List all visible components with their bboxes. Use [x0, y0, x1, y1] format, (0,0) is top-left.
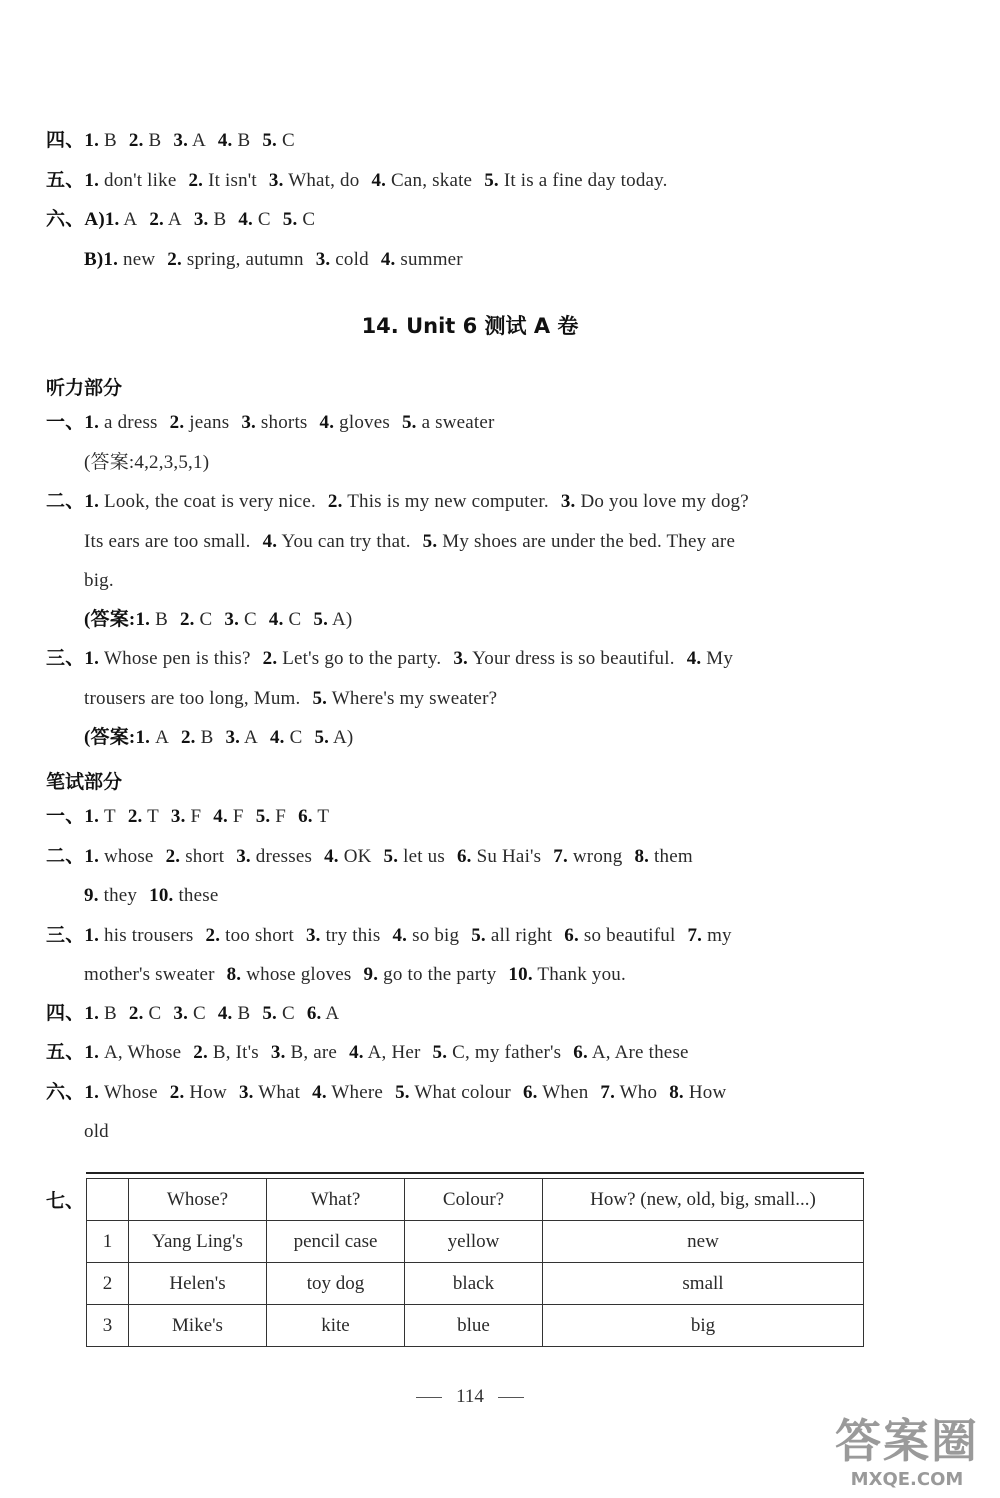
- item-number: 1.: [84, 925, 100, 946]
- item-number: 6.: [456, 846, 472, 867]
- item-number: 2.: [128, 1003, 144, 1024]
- answer-value: jeans: [189, 412, 230, 433]
- answer-value: It isn't: [208, 170, 257, 191]
- item-number: 1.: [84, 412, 100, 433]
- item-number: 1.: [103, 249, 119, 270]
- answer-line: [84, 687, 497, 711]
- answer-value: go to the party: [383, 964, 497, 985]
- page-number: 114: [456, 1386, 484, 1407]
- answer-table: [86, 1178, 864, 1347]
- item-number: 3.: [193, 209, 209, 230]
- answer-value: B: [155, 609, 168, 630]
- answer-value: Where: [331, 1082, 384, 1103]
- table-cell: 3: [87, 1305, 129, 1347]
- table-cell: 2: [87, 1263, 129, 1305]
- answer-line: [84, 884, 218, 908]
- item-number: 3.: [453, 648, 468, 669]
- item-number: 1.: [84, 1003, 100, 1024]
- item-number: 2.: [149, 209, 164, 230]
- item-number: 5.: [314, 727, 330, 748]
- item-number: 3.: [268, 170, 284, 191]
- answer-value: Who: [619, 1082, 658, 1103]
- item-number: 10.: [508, 964, 533, 985]
- item-number: 3.: [238, 1082, 254, 1103]
- answer-value: F: [190, 806, 202, 827]
- answer-value: How: [189, 1082, 227, 1103]
- item-number: 2.: [128, 130, 144, 151]
- item-number: (答案:1.: [84, 727, 151, 748]
- item-number: 5.: [313, 609, 329, 630]
- table-cell: big: [543, 1305, 864, 1347]
- table-cell: small: [543, 1263, 864, 1305]
- answer-value: B: [104, 1003, 117, 1024]
- footer-dash: [416, 1397, 442, 1398]
- table-cell: pencil case: [267, 1221, 405, 1263]
- item-number: 2.: [188, 170, 204, 191]
- item-number: 2.: [327, 491, 343, 512]
- item-number: 3.: [315, 249, 331, 270]
- answer-value: B: [237, 130, 251, 151]
- item-number: 5.: [422, 531, 438, 552]
- item-number: 3.: [560, 491, 576, 512]
- answer-value: my: [707, 925, 732, 946]
- table-cell: yellow: [405, 1221, 543, 1263]
- answer-value: A: [123, 209, 138, 230]
- answer-value: B: [213, 209, 227, 230]
- item-number: 2.: [193, 1042, 208, 1063]
- table-cell: blue: [405, 1305, 543, 1347]
- item-number: 1.: [84, 806, 100, 827]
- answer-value: Can, skate: [391, 170, 473, 191]
- answer-value: It is a fine day today.: [503, 170, 668, 191]
- answer-value: OK: [343, 846, 372, 867]
- answer-line: [46, 411, 495, 435]
- answer-value: T: [317, 806, 330, 827]
- footer-dash: [498, 1397, 524, 1398]
- item-number: 2.: [127, 806, 143, 827]
- item-number: 8.: [226, 964, 242, 985]
- watermark: [832, 1413, 982, 1490]
- answer-value: wrong: [572, 846, 623, 867]
- item-number: 3.: [225, 727, 241, 748]
- answer-value: his trousers: [104, 925, 194, 946]
- answer-line: [46, 924, 732, 948]
- item-number: 4.: [380, 249, 396, 270]
- item-number: 9.: [84, 885, 99, 906]
- item-number: 2.: [179, 609, 195, 630]
- table-header-cell: [87, 1179, 129, 1221]
- item-number: 9.: [363, 964, 379, 985]
- answer-value: Whose pen is this?: [104, 648, 251, 669]
- item-number: 1.: [84, 648, 100, 669]
- item-number: 2.: [165, 846, 181, 867]
- item-number: 1.: [84, 170, 100, 191]
- answer-value: C: [148, 1003, 162, 1024]
- table-header-cell: How? (new, old, big, small...): [543, 1179, 864, 1221]
- answer-value: a dress: [104, 412, 158, 433]
- answer-value: Its ears are too small.: [84, 531, 251, 552]
- answer-value: My shoes are under the bed. They are: [442, 531, 736, 552]
- answer-value: This is my new computer.: [347, 491, 549, 512]
- item-number: 2.: [205, 925, 221, 946]
- answer-value: A, Her: [367, 1042, 421, 1063]
- item-number: 4.: [269, 727, 285, 748]
- item-number: 4.: [217, 130, 233, 151]
- answer-value: B, It's: [212, 1042, 259, 1063]
- answer-line: [84, 451, 209, 475]
- answer-value: C: [244, 609, 257, 630]
- item-number: 4.: [371, 170, 387, 191]
- answer-value: You can try that.: [281, 531, 411, 552]
- answer-value: Su Hai's: [476, 846, 542, 867]
- answer-value: C: [289, 727, 303, 748]
- answer-line: [84, 726, 353, 750]
- answer-value: C: [199, 609, 213, 630]
- question-number: 六、A): [46, 209, 105, 230]
- item-number: 4.: [392, 925, 408, 946]
- writing-section-header: 笔试部分: [46, 771, 123, 793]
- answer-value: shorts: [260, 412, 308, 433]
- answer-line: [46, 1002, 339, 1026]
- answer-value: too short: [225, 925, 294, 946]
- listening-section-header: 听力部分: [46, 377, 123, 399]
- answer-line: [46, 129, 295, 153]
- answer-value: A: [325, 1003, 340, 1024]
- table-cell: Mike's: [129, 1305, 267, 1347]
- item-number: 5.: [312, 688, 328, 709]
- item-number: 2.: [169, 1082, 185, 1103]
- item-number: 4.: [268, 609, 284, 630]
- answer-value: T: [147, 806, 159, 827]
- table-row: [87, 1305, 864, 1347]
- table-cell: Yang Ling's: [129, 1221, 267, 1263]
- answer-value: C: [281, 130, 295, 151]
- table-header-cell: Whose?: [129, 1179, 267, 1221]
- question-number: 二、: [46, 491, 85, 512]
- answer-value: gloves: [339, 412, 390, 433]
- item-number: 3.: [305, 925, 321, 946]
- answer-value: mother's sweater: [84, 964, 215, 985]
- item-number: 10.: [149, 885, 174, 906]
- item-number: 8.: [669, 1082, 684, 1103]
- item-number: 1.: [84, 130, 100, 151]
- answer-value: whose: [104, 846, 154, 867]
- item-number: 4.: [262, 531, 278, 552]
- watermark-logo: 答案圈: [835, 1414, 979, 1468]
- question-number: 三、: [46, 925, 85, 946]
- table-top-rule: [86, 1172, 864, 1174]
- question-number: 二、: [46, 846, 85, 867]
- answer-value: all right: [490, 925, 553, 946]
- answer-value: so big: [412, 925, 460, 946]
- answer-value: Let's go to the party.: [282, 648, 442, 669]
- item-number: 5.: [432, 1042, 448, 1063]
- item-number: 1.: [84, 846, 100, 867]
- item-number: 5.: [484, 170, 499, 191]
- answer-value: Thank you.: [537, 964, 626, 985]
- answer-value: What colour: [414, 1082, 511, 1103]
- answer-line: [46, 169, 668, 193]
- table-label: 七、: [46, 1191, 85, 1212]
- answer-line: [46, 208, 315, 232]
- answer-value: B: [200, 727, 214, 748]
- item-number: 6.: [573, 1042, 588, 1063]
- item-number: (答案:1.: [84, 609, 151, 630]
- item-number: 6.: [298, 806, 313, 827]
- answer-line: [46, 1041, 689, 1065]
- answer-value: whose gloves: [246, 964, 352, 985]
- table-cell: toy dog: [267, 1263, 405, 1305]
- item-number: 3.: [270, 1042, 286, 1063]
- answer-value: them: [654, 846, 693, 867]
- item-number: 5.: [395, 1082, 410, 1103]
- item-number: 2.: [167, 249, 182, 270]
- question-number: 六、: [46, 1082, 85, 1103]
- answer-value: Whose: [104, 1082, 158, 1103]
- answer-value: new: [123, 249, 156, 270]
- answer-value: What, do: [288, 170, 360, 191]
- answer-line: [84, 608, 352, 632]
- answer-value: F: [275, 806, 287, 827]
- answer-value: A, Are these: [591, 1042, 689, 1063]
- answer-value: they: [103, 885, 138, 906]
- question-number: 一、: [46, 806, 85, 827]
- answer-value: Where's my sweater?: [331, 688, 498, 709]
- question-number: 四、: [46, 1003, 85, 1024]
- answer-value: What: [258, 1082, 301, 1103]
- answer-value: B: [148, 130, 162, 151]
- answer-value: My: [706, 648, 734, 669]
- item-number: 8.: [634, 846, 650, 867]
- answer-value: try this: [325, 925, 381, 946]
- item-number: 6.: [522, 1082, 538, 1103]
- answer-value: Your dress is so beautiful.: [472, 648, 675, 669]
- answer-value: When: [542, 1082, 589, 1103]
- answer-text: (答案:4,2,3,5,1): [84, 452, 210, 473]
- item-number: 4.: [349, 1042, 364, 1063]
- item-number: 1.: [104, 209, 120, 230]
- table-header-row: [87, 1179, 864, 1221]
- answer-value: summer: [400, 249, 463, 270]
- item-number: 7.: [553, 846, 568, 867]
- answer-text: big.: [84, 570, 114, 591]
- unit-title: 14. Unit 6 测试 A 卷: [361, 314, 579, 338]
- answer-value: C: [288, 609, 302, 630]
- answer-value: don't like: [104, 170, 177, 191]
- item-number: 5.: [262, 130, 277, 151]
- answer-value: trousers are too long, Mum.: [84, 688, 301, 709]
- table-cell: black: [405, 1263, 543, 1305]
- item-number: 1.: [84, 1042, 100, 1063]
- table-cell: Helen's: [129, 1263, 267, 1305]
- table-header-cell: Colour?: [405, 1179, 543, 1221]
- answer-value: C, my father's: [452, 1042, 562, 1063]
- table-cell: new: [543, 1221, 864, 1263]
- answer-value: A): [331, 609, 353, 630]
- answer-value: A): [333, 727, 354, 748]
- item-number: 6.: [306, 1003, 322, 1024]
- answer-line: [46, 490, 749, 514]
- answer-value: C: [281, 1003, 295, 1024]
- answer-value: A: [244, 727, 258, 748]
- answer-value: dresses: [255, 846, 313, 867]
- answer-value: Do you love my dog?: [580, 491, 749, 512]
- item-number: 4.: [238, 209, 253, 230]
- answer-value: C: [302, 209, 316, 230]
- answer-value: short: [185, 846, 225, 867]
- answer-value: A, Whose: [104, 1042, 182, 1063]
- item-number: 3.: [236, 846, 251, 867]
- table-cell: 1: [87, 1221, 129, 1263]
- answer-value: B: [104, 130, 117, 151]
- item-number: 1.: [84, 1082, 100, 1103]
- item-number: 5.: [471, 925, 486, 946]
- item-number: 4.: [686, 648, 702, 669]
- item-number: 3.: [173, 1003, 189, 1024]
- question-number: 五、: [46, 1042, 85, 1063]
- answer-value: B: [237, 1003, 251, 1024]
- item-number: 3.: [170, 806, 186, 827]
- answer-text: old: [84, 1121, 109, 1142]
- answer-line: [46, 805, 329, 829]
- item-number: 3.: [241, 412, 256, 433]
- answer-value: C: [192, 1003, 206, 1024]
- answer-line: [84, 530, 735, 554]
- question-number: 一、: [46, 412, 85, 433]
- table-row: [87, 1221, 864, 1263]
- table-row: [87, 1263, 864, 1305]
- answer-value: a sweater: [421, 412, 495, 433]
- answer-value: these: [178, 885, 219, 906]
- item-number: 7.: [600, 1082, 616, 1103]
- item-number: 5.: [262, 1003, 277, 1024]
- item-number: 3.: [224, 609, 240, 630]
- answer-value: B, are: [290, 1042, 338, 1063]
- page-number-footer: [0, 1386, 940, 1408]
- answer-value: cold: [335, 249, 369, 270]
- answer-line: [84, 963, 626, 987]
- answer-value: F: [232, 806, 244, 827]
- answer-value: A: [167, 209, 182, 230]
- item-number: 4.: [319, 412, 335, 433]
- answer-line: [46, 647, 733, 671]
- item-number: 4.: [312, 1082, 327, 1103]
- answer-value: T: [104, 806, 116, 827]
- item-number: 6.: [564, 925, 579, 946]
- item-number: 5.: [255, 806, 271, 827]
- answer-line: [84, 248, 463, 272]
- answer-value: How: [688, 1082, 727, 1103]
- item-number: 4.: [213, 806, 228, 827]
- table-header-cell: What?: [267, 1179, 405, 1221]
- item-number: 2.: [262, 648, 278, 669]
- answer-value: A: [191, 130, 206, 151]
- answer-value: spring, autumn: [186, 249, 304, 270]
- item-number: 5.: [282, 209, 298, 230]
- item-number: 2.: [180, 727, 196, 748]
- answer-value: so beautiful: [583, 925, 676, 946]
- answer-line: [46, 845, 693, 869]
- answer-value: A: [155, 727, 169, 748]
- watermark-url: MXQE.COM: [850, 1469, 964, 1490]
- question-number: 四、: [46, 130, 85, 151]
- item-number: 7.: [687, 925, 703, 946]
- item-number: 1.: [84, 491, 100, 512]
- answer-value: Look, the coat is very nice.: [104, 491, 316, 512]
- answer-line: [46, 1081, 726, 1105]
- answer-value: let us: [403, 846, 445, 867]
- answer-line: [84, 569, 114, 593]
- question-number: 三、: [46, 648, 85, 669]
- question-number: 五、: [46, 170, 85, 191]
- item-number: 4.: [324, 846, 339, 867]
- item-number: 5.: [383, 846, 399, 867]
- answer-value: C: [257, 209, 271, 230]
- item-number: 3.: [173, 130, 189, 151]
- item-number: 4.: [217, 1003, 233, 1024]
- item-number: 5.: [401, 412, 417, 433]
- table-cell: kite: [267, 1305, 405, 1347]
- answer-line: [84, 1120, 109, 1144]
- question-number: B): [84, 249, 104, 270]
- item-number: 2.: [169, 412, 185, 433]
